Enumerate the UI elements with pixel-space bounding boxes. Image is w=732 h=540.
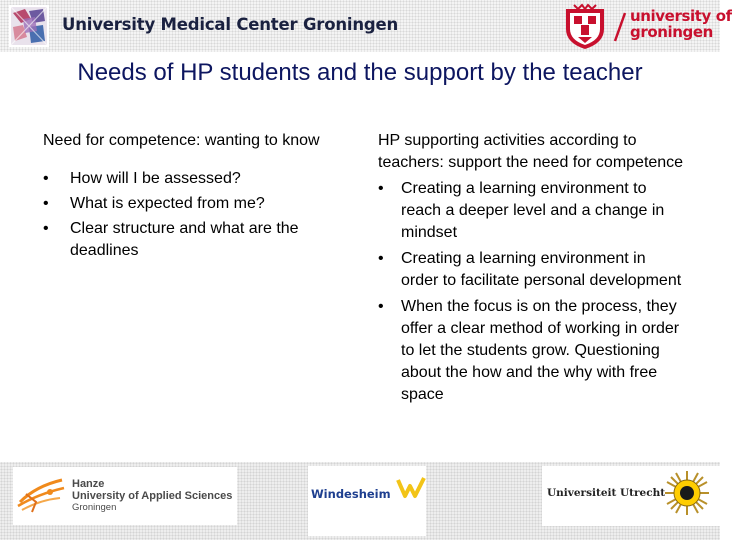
bullet-icon: • [378,298,384,315]
list-item [378,178,684,244]
bullet-icon: • [378,250,384,267]
left-bullet-list [43,168,343,262]
rug-divider-icon [613,12,627,42]
hanze-logo-icon [16,472,68,516]
right-bullet-list [378,178,684,406]
hanze-line-2: University of Applied Sciences [72,490,233,502]
utrecht-sun-icon [664,470,710,516]
list-item [43,193,343,215]
bullet-icon: • [43,170,49,187]
bullet-icon: • [378,180,384,197]
umcg-logo-icon [9,5,49,47]
left-heading: Need for competence: wanting to know [43,132,320,149]
left-column [43,130,343,265]
rug-line-2: groningen [630,23,713,41]
institution-name: University Medical Center Groningen [62,15,399,34]
rug-line-1: university of [630,7,732,25]
windesheim-wordmark: Windesheim [311,487,391,501]
hanze-line-3: Groningen [72,502,117,513]
slide-title: Needs of HP students and the support by the teacher [77,59,643,86]
list-item [43,168,343,190]
utrecht-wordmark: Universiteit Utrecht [547,487,666,499]
list-item-text: What is expected from me? [70,195,265,212]
right-column [378,130,684,406]
list-item-text: Clear structure and what are the deadlines [70,220,299,259]
list-item-text: When the focus is on the process, they offer a clear method of working in order to let the students grow. Questioning about the how and the why with free space [401,298,680,403]
hanze-wordmark [72,478,232,514]
rug-crest-icon [560,3,610,51]
windesheim-mark-icon [396,476,426,500]
bullet-icon: • [43,220,49,237]
list-item-text: How will I be assessed? [70,170,241,187]
list-item-text: Creating a learning environment in order to facilitate personal development [401,250,682,289]
list-item-text: Creating a learning environment to reach a deeper level and a change in mindset [401,180,665,241]
hanze-line-1: Hanze [72,478,105,490]
list-item [43,218,343,262]
right-heading: HP supporting activities according to teachers: support the need for competence [378,132,684,171]
bullet-icon: • [43,195,49,212]
list-item [378,248,684,292]
list-item [378,296,684,406]
rug-wordmark [630,7,732,41]
